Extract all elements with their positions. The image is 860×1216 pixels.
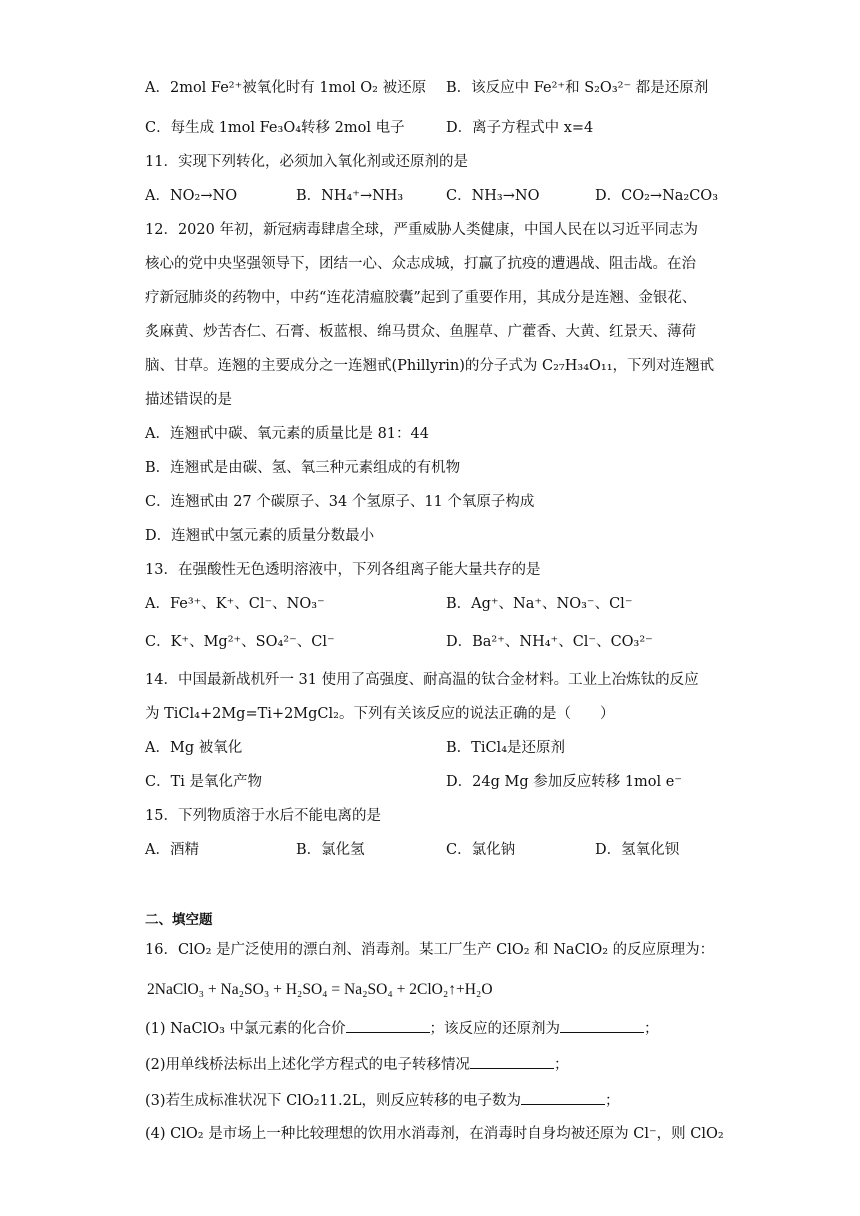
q16-part-1-text-a: (1) NaClO₃ 中氯元素的化合价 [145, 1021, 346, 1037]
q16-part-1 [145, 1018, 659, 1039]
answer-blank-1[interactable] [346, 1018, 430, 1033]
q16-stem: 16．ClO₂ 是广泛使用的漂白剂、消毒剂。某工厂生产 ClO₂ 和 NaClO₂ 的反应原理为： [145, 942, 715, 958]
q13-stem: 13．在强酸性无色透明溶液中，下列各组离子能大量共存的是 [145, 562, 541, 578]
q14-option-a: A．Mg 被氧化 [145, 740, 243, 756]
q11-option-d: D．CO₂→Na₂CO₃ [595, 188, 719, 204]
q10-option-b: B．该反应中 Fe²⁺和 S₂O₃²⁻ 都是还原剂 [446, 80, 709, 96]
q16-part-1-end: ； [644, 1021, 659, 1037]
q12-option-a: A．连翘甙中碳、氧元素的质量比是 81：44 [145, 426, 429, 442]
q16-part-2 [145, 1054, 569, 1075]
answer-blank-4[interactable] [521, 1090, 605, 1105]
q13-option-a: A．Fe³⁺、K⁺、Cl⁻、NO₃⁻ [145, 596, 325, 612]
q13-option-c: C．K⁺、Mg²⁺、SO₄²⁻、Cl⁻ [145, 634, 335, 650]
q16-part-1-text-b: ；该反应的还原剂为 [429, 1021, 561, 1037]
q14-stem-line-2: 为 TiCl₄+2Mg=Ti+2MgCl₂。下列有关该反应的说法正确的是（ ） [145, 706, 615, 722]
q15-option-c: C．氯化钠 [446, 842, 516, 858]
q12-stem-line-5: 脑、甘草。连翘的主要成分之一连翘甙(Phillyrin)的分子式为 C₂₇H₃₄O₁₁，下列对连翘甙 [145, 358, 715, 374]
q11-option-a: A．NO₂→NO [145, 188, 238, 204]
q12-option-b: B．连翘甙是由碳、氢、氧三种元素组成的有机物 [145, 460, 461, 476]
q12-stem-line-2: 核心的党中央坚强领导下，团结一心、众志成城，打赢了抗疫的遭遇战、阻击战。在治 [145, 256, 696, 272]
q15-option-b: B．氯化氢 [296, 842, 365, 858]
q12-stem-line-6: 描述错误的是 [145, 392, 232, 408]
q16-equation: 2NaClO₃ + Na₂SO₃ + H₂SO₄ = Na₂SO₄ + 2ClO₂↑+H₂O [147, 981, 493, 998]
q12-option-d: D．连翘甙中氢元素的质量分数最小 [145, 528, 375, 544]
q11-option-b: B．NH₄⁺→NH₃ [296, 188, 404, 204]
q16-part-3-end: ； [605, 1093, 620, 1109]
q15-option-d: D．氢氧化钡 [595, 842, 680, 858]
q14-option-d: D．24g Mg 参加反应转移 1mol e⁻ [446, 774, 682, 790]
q10-option-a: A．2mol Fe²⁺被氧化时有 1mol O₂ 被还原 [145, 80, 427, 96]
q16-part-2-text: (2)用单线桥法标出上述化学方程式的电子转移情况 [145, 1057, 471, 1073]
q16-part-2-end: ； [554, 1057, 569, 1073]
q12-stem-line-4: 炙麻黄、炒苦杏仁、石膏、板蓝根、绵马贯众、鱼腥草、广藿香、大黄、红景天、薄荷 [145, 324, 696, 340]
q14-option-c: C．Ti 是氧化产物 [145, 774, 263, 790]
section-title: 二、填空题 [145, 912, 213, 928]
q16-part-3-text: (3)若生成标准状况下 ClO₂11.2L，则反应转移的电子数为 [145, 1093, 521, 1109]
q14-option-b: B．TiCl₄是还原剂 [446, 740, 566, 756]
q13-option-b: B．Ag⁺、Na⁺、NO₃⁻、Cl⁻ [446, 596, 633, 612]
q11-option-c: C．NH₃→NO [446, 188, 540, 204]
q12-stem-line-3: 疗新冠肺炎的药物中，中药“连花清瘟胶囊”起到了重要作用，其成分是连翘、金银花、 [145, 290, 697, 306]
answer-blank-3[interactable] [470, 1054, 554, 1069]
q11-stem: 11．实现下列转化，必须加入氧化剂或还原剂的是 [145, 154, 468, 170]
q10-option-c: C．每生成 1mol Fe₃O₄转移 2mol 电子 [145, 120, 405, 136]
q16-part-4: (4) ClO₂ 是市场上一种比较理想的饮用水消毒剂，在消毒时自身均被还原为 Cl⁻，则 ClO₂ [145, 1126, 724, 1142]
q12-stem-line-1: 12．2020 年初，新冠病毒肆虐全球，严重威胁人类健康，中国人民在以习近平同志为 [145, 222, 698, 238]
q15-option-a: A．酒精 [145, 842, 199, 858]
answer-blank-2[interactable] [560, 1018, 644, 1033]
q10-option-d: D．离子方程式中 x=4 [446, 120, 594, 136]
q15-stem: 15．下列物质溶于水后不能电离的是 [145, 808, 381, 824]
q14-stem-line-1: 14．中国最新战机歼一 31 使用了高强度、耐高温的钛合金材料。工业上冶炼钛的反应 [145, 672, 699, 688]
q12-option-c: C．连翘甙由 27 个碳原子、34 个氢原子、11 个氧原子构成 [145, 494, 535, 510]
q16-part-3 [145, 1090, 620, 1111]
q13-option-d: D．Ba²⁺、NH₄⁺、Cl⁻、CO₃²⁻ [446, 634, 653, 650]
